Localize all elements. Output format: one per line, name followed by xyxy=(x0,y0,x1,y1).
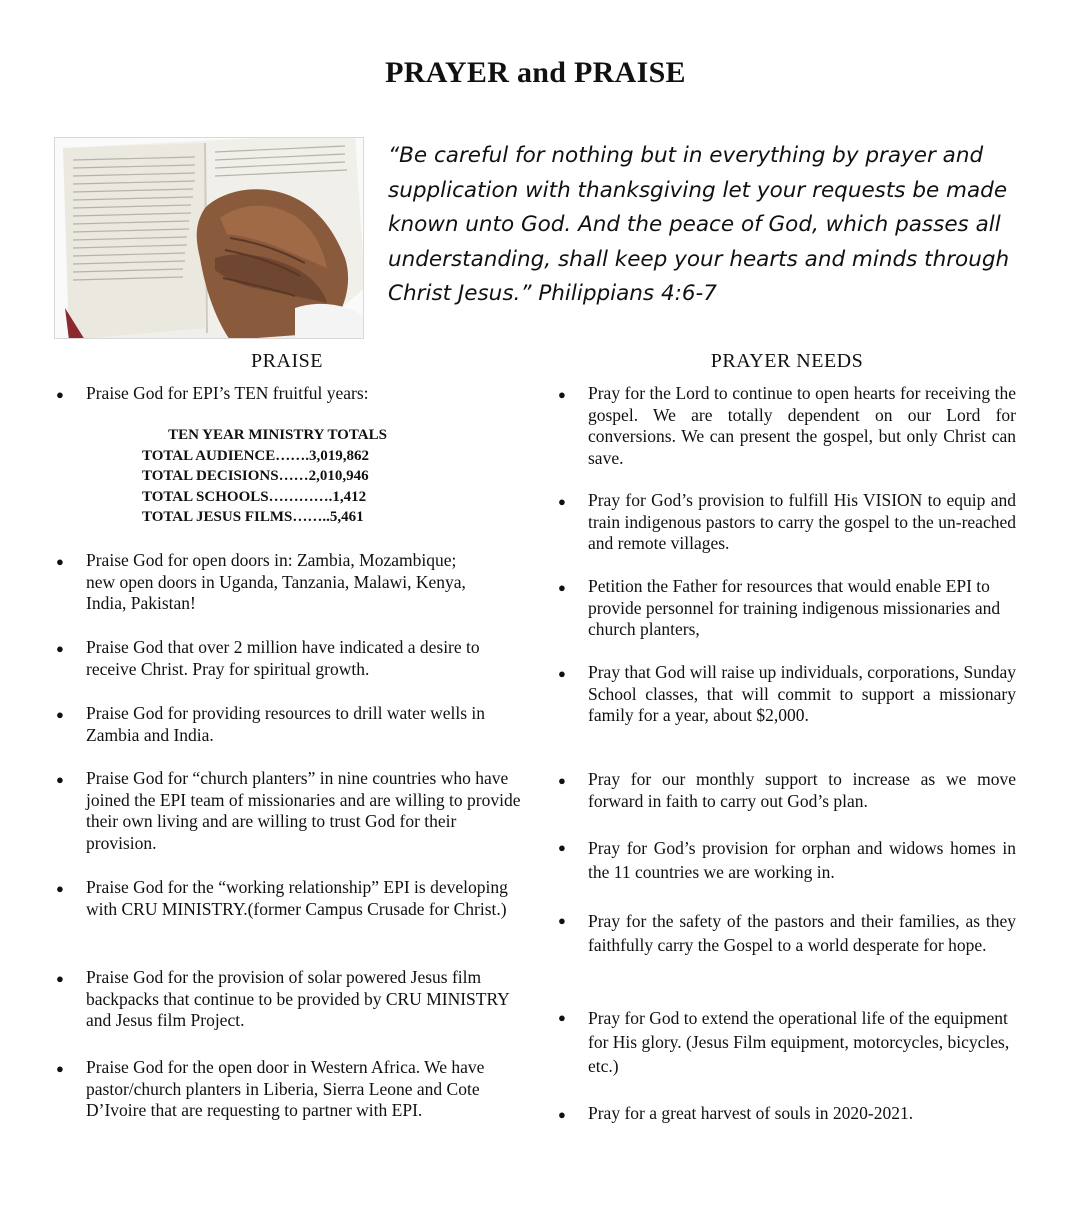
totals-row: TOTAL SCHOOLS………….1,412 xyxy=(142,488,367,505)
totals-row: TOTAL DECISIONS……2,010,946 xyxy=(142,468,369,484)
bullet-icon: ● xyxy=(56,387,64,402)
prayer-item: Pray for the safety of the pastors and their families, as they faithfully carry the Gospel to a world desperate for hope. xyxy=(588,911,1016,955)
bullet-icon: ● xyxy=(558,773,566,788)
totals-row: TOTAL AUDIENCE…….3,019,862 xyxy=(142,447,369,464)
bullet-icon: ● xyxy=(56,1061,64,1076)
scripture-quote: “Be careful for nothing but in everything by prayer and supplication with thanksgiving let your requests be made known unto God. And the peace of God, which passes all understanding, shall keep your hearts and minds through Christ Jesus.” Philippians 4:6-7 xyxy=(388,143,1010,306)
praise-item: Praise God for the provision of solar powered Jesus film backpacks that continue to be provided by CRU MINISTRY and Jesus film Project. xyxy=(86,967,510,1030)
prayer-item: Pray for a great harvest of souls in 2020-2021. xyxy=(588,1103,914,1123)
praise-item: Praise God for the “working relationship” EPI is developing with CRU MINISTRY.(former Campus Crusade for Christ.) xyxy=(86,877,508,919)
bullet-icon: ● xyxy=(56,971,64,986)
totals-row: TOTAL JESUS FILMS……..5,461 xyxy=(142,509,364,525)
prayer-item: Pray for God’s provision for orphan and widows homes in the 11 countries we are working in. xyxy=(588,838,1016,882)
bullet-icon: ● xyxy=(56,641,64,656)
praise-heading: PRAISE xyxy=(251,350,323,372)
ministry-totals xyxy=(140,425,415,528)
praise-item: Praise God for EPI’s TEN fruitful years: xyxy=(86,383,369,403)
bullet-icon: ● xyxy=(558,387,566,402)
prayer-item: Pray that God will raise up individuals, corporations, Sunday School classes, that will commit to support a missionary family for a year, about $2,000. xyxy=(588,662,1016,725)
bullet-icon: ● xyxy=(558,666,566,681)
bullet-icon: ● xyxy=(558,1107,566,1122)
bullet-icon: ● xyxy=(56,554,64,569)
bullet-icon: ● xyxy=(558,840,566,855)
bullet-icon: ● xyxy=(558,913,566,928)
bullet-icon: ● xyxy=(56,772,64,787)
praise-item: Praise God for open doors in: Zambia, Mozambique; new open doors in Uganda, Tanzania, Malawi, Kenya, India, Pakistan! xyxy=(86,550,466,613)
praise-item: Praise God that over 2 million have indicated a desire to receive Christ. Pray for spiritual growth. xyxy=(86,637,480,679)
bullet-icon: ● xyxy=(558,494,566,509)
prayer-item: Pray for God to extend the operational life of the equipment for His glory. (Jesus Film equipment, motorcycles, bicycles, etc.) xyxy=(588,1008,1010,1076)
praise-item: Praise God for “church planters” in nine countries who have joined the EPI team of missionaries and are willing to provide their own living and are willing to trust God for their provision. xyxy=(86,768,521,853)
prayer-item: Petition the Father for resources that would enable EPI to provide personnel for training indigenous missionaries and church planters, xyxy=(588,576,1001,639)
bullet-icon: ● xyxy=(558,1010,566,1025)
bullet-icon: ● xyxy=(56,881,64,896)
praying-hands-bible-image xyxy=(54,137,364,339)
bullet-icon: ● xyxy=(56,707,64,722)
praise-item: Praise God for the open door in Western Africa. We have pastor/church planters in Liberia, Sierra Leone and Cote D’Ivoire that are requesting to partner with EPI. xyxy=(86,1057,485,1120)
prayer-needs-heading: PRAYER NEEDS xyxy=(710,350,864,372)
prayer-item: Pray for the Lord to continue to open hearts for receiving the gospel. We are totally dependent on our Lord for conversions. We can present the gospel, but only Christ can save. xyxy=(588,383,1016,468)
totals-heading: TEN YEAR MINISTRY TOTALS xyxy=(168,427,387,443)
bullet-icon: ● xyxy=(558,580,566,595)
praise-item: Praise God for providing resources to drill water wells in Zambia and India. xyxy=(86,703,486,745)
page-title: PRAYER and PRAISE xyxy=(385,56,686,89)
prayer-item: Pray for our monthly support to increase as we move forward in faith to carry out God’s plan. xyxy=(588,769,1016,811)
prayer-item: Pray for God’s provision to fulfill His VISION to equip and train indigenous pastors to carry the gospel to the un-reached and remote villages. xyxy=(588,490,1016,553)
hands-on-bible-icon xyxy=(55,138,364,339)
